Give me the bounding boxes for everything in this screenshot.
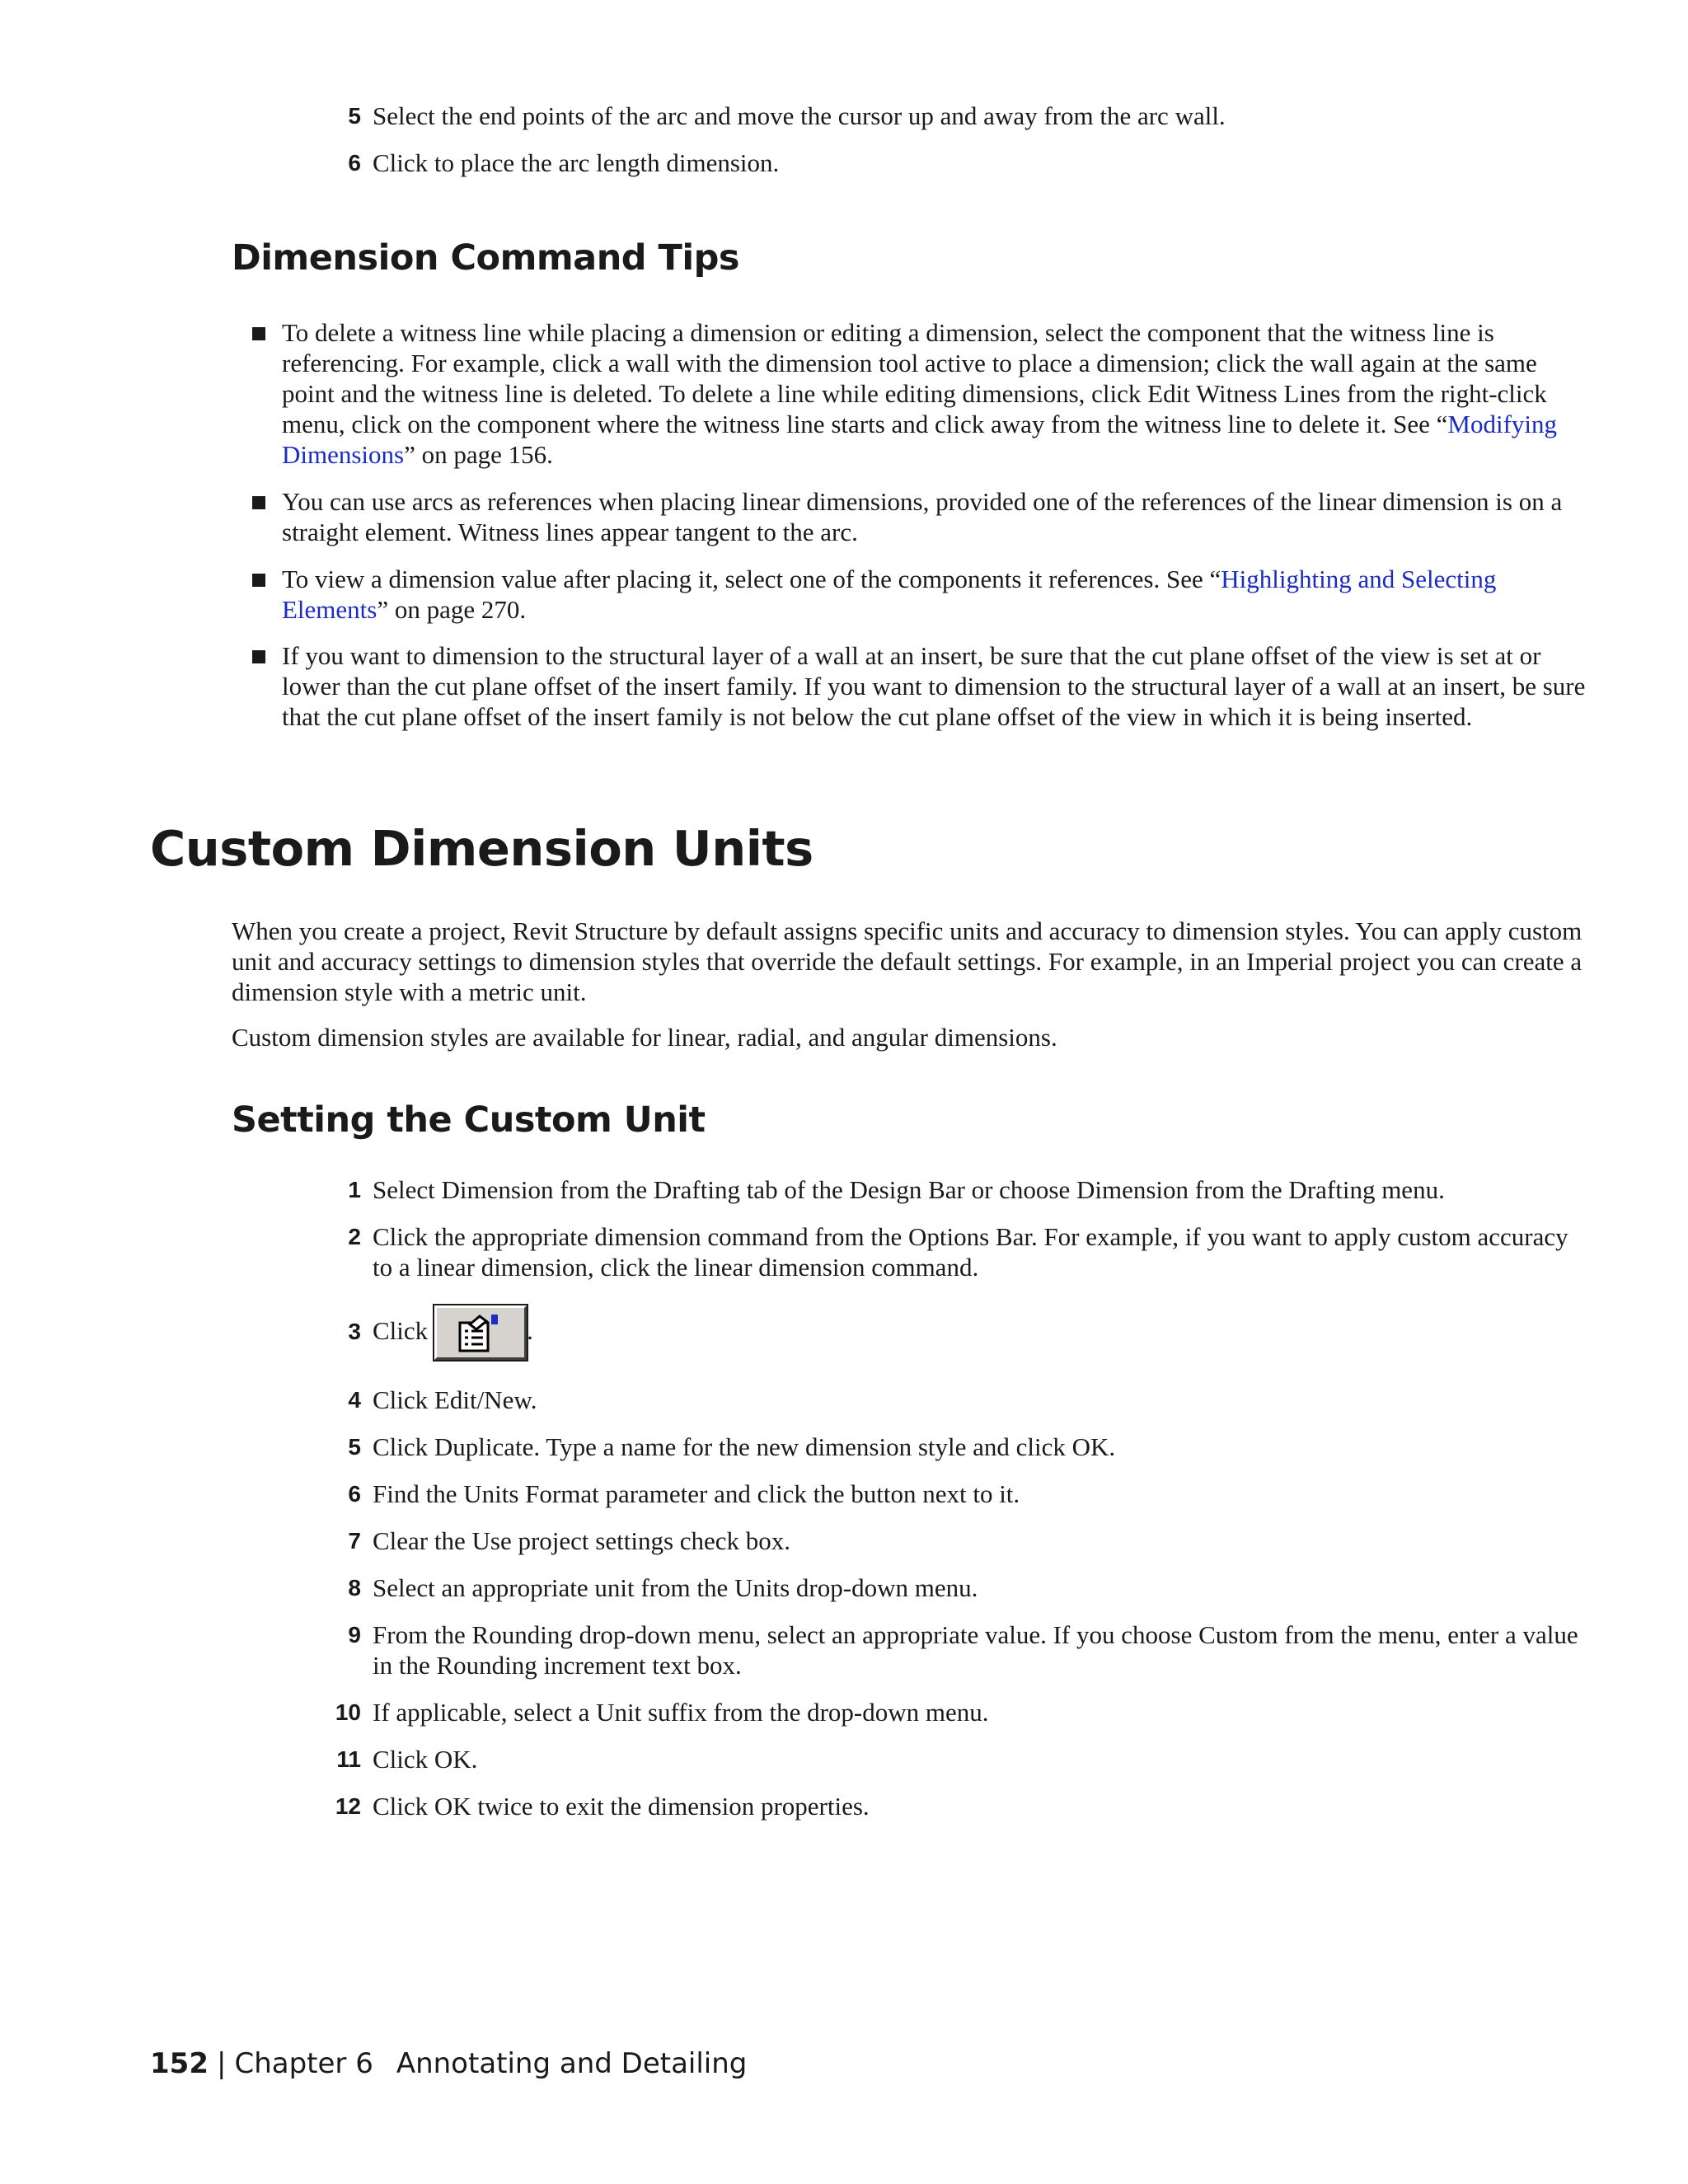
page-footer	[150, 2047, 747, 2080]
paragraph: Custom dimension styles are available for linear, radial, and angular dimensions.	[232, 1023, 1057, 1052]
section-heading-custom-units: Custom Dimension Units	[150, 820, 814, 877]
link-modifying-dimensions[interactable]: Modifying Dimensions	[282, 410, 1558, 469]
step-text: Clear the Use project settings check box.	[373, 1526, 791, 1555]
bullet-marker	[252, 496, 265, 509]
step-number: 5	[348, 1434, 361, 1460]
bullet-text-after: ” on page 156.	[404, 440, 553, 469]
step-number: 12	[335, 1793, 361, 1819]
footer-separator: |	[216, 2047, 227, 2080]
bullet-item	[282, 317, 1592, 470]
bullet-item	[282, 640, 1592, 732]
step-number: 2	[348, 1224, 361, 1249]
step-text: If applicable, select a Unit suffix from the drop-down menu.	[373, 1698, 989, 1727]
step-number: 4	[348, 1387, 361, 1413]
step-item	[348, 1526, 1592, 1556]
step-text: From the Rounding drop-down menu, select an appropriate value. If you choose Custom from the menu, enter a value in the Rounding increment text box.	[373, 1620, 1578, 1680]
step-period: .	[527, 1316, 533, 1345]
step-item	[348, 1174, 1592, 1205]
bullet-text-after: ” on page 270.	[377, 595, 527, 624]
bullet-text: If you want to dimension to the structural layer of a wall at an insert, be sure that the cut plane offset of the view is set at or lower than the cut plane offset of the insert family. If you want to dimension to the structural layer of a wall at an insert, be sure that the cut plane offset of the insert family is not below the cut plane offset of the view in which it is being inserted.	[282, 641, 1586, 731]
step-item	[335, 1697, 1592, 1727]
step-item	[348, 1221, 1592, 1282]
step-item	[348, 1385, 1592, 1415]
chapter-title: Annotating and Detailing	[396, 2047, 748, 2080]
page-number: 152	[150, 2047, 209, 2080]
step-item	[348, 1432, 1592, 1462]
step-text: Find the Units Format parameter and click the button next to it.	[373, 1479, 1020, 1508]
step-item	[348, 1619, 1592, 1680]
bullet-text: To view a dimension value after placing it, select one of the components it references. See “	[282, 565, 1221, 593]
bullet-item	[282, 486, 1592, 547]
step-item	[348, 1302, 1592, 1360]
bullet-marker	[252, 650, 265, 663]
bullet-text: You can use arcs as references when placing linear dimensions, provided one of the references of the linear dimension is on a straight element. Witness lines appear tangent to the arc.	[282, 487, 1563, 546]
step-number: 9	[348, 1622, 361, 1647]
step-item	[348, 1572, 1592, 1603]
step-text: Select Dimension from the Drafting tab of the Design Bar or choose Dimension from the Drafting menu.	[373, 1175, 1445, 1204]
step-text: Select the end points of the arc and move the cursor up and away from the arc wall.	[373, 101, 1226, 130]
paragraph: When you create a project, Revit Structure by default assigns specific units and accuracy to dimension styles. You can apply custom unit and accuracy settings to dimension styles that override the default settings. For example, in an Imperial project you can create a dimension style with a metric unit.	[232, 916, 1582, 1006]
step-item	[335, 1791, 1592, 1821]
step-number: 10	[335, 1699, 361, 1725]
step-click-label: Click	[373, 1316, 429, 1345]
bullet-marker	[252, 574, 265, 587]
section-heading-tips: Dimension Command Tips	[232, 237, 740, 279]
step-text	[373, 1302, 1592, 1360]
step-item	[348, 1479, 1592, 1509]
chapter-label: Chapter 6	[234, 2047, 373, 2080]
bullet-marker	[252, 327, 265, 340]
step-text: Click Edit/New.	[373, 1385, 537, 1414]
step-number: 1	[348, 1177, 361, 1202]
step-number: 5	[348, 103, 361, 129]
properties-button[interactable]	[434, 1305, 527, 1360]
step-text: Click the appropriate dimension command from the Options Bar. For example, if you want to apply custom accuracy to a linear dimension, click the linear dimension command.	[373, 1222, 1568, 1282]
step-number: 6	[348, 150, 361, 176]
step-item	[336, 1744, 1592, 1774]
step-number: 8	[348, 1575, 361, 1601]
step-text: Click Duplicate. Type a name for the new dimension style and click OK.	[373, 1432, 1116, 1461]
step-text: Click OK.	[373, 1745, 478, 1774]
section-heading-setting: Setting the Custom Unit	[232, 1099, 706, 1141]
step-item	[348, 148, 1592, 178]
step-number: 7	[348, 1528, 361, 1554]
step-number: 6	[348, 1481, 361, 1507]
bullet-text: To delete a witness line while placing a dimension or editing a dimension, select the component that the witness line is referencing. For example, click a wall with the dimension tool active to place a dimension; click the wall again at the same point and the witness line is deleted. To delete a line while editing dimensions, click Edit Witness Lines from the right-click menu, click on the component where the witness line starts and click away from the witness line to delete it. See “	[282, 318, 1547, 438]
step-text: Click OK twice to exit the dimension properties.	[373, 1792, 870, 1821]
properties-icon	[457, 1313, 504, 1354]
step-text: Select an appropriate unit from the Units drop-down menu.	[373, 1573, 978, 1602]
link-highlighting-selecting[interactable]: Highlighting and Selecting Elements	[282, 565, 1497, 624]
step-number: 11	[336, 1746, 361, 1772]
step-number: 3	[348, 1319, 361, 1344]
bullet-item	[282, 564, 1592, 625]
step-text: Click to place the arc length dimension.	[373, 148, 780, 177]
step-item	[348, 101, 1592, 131]
